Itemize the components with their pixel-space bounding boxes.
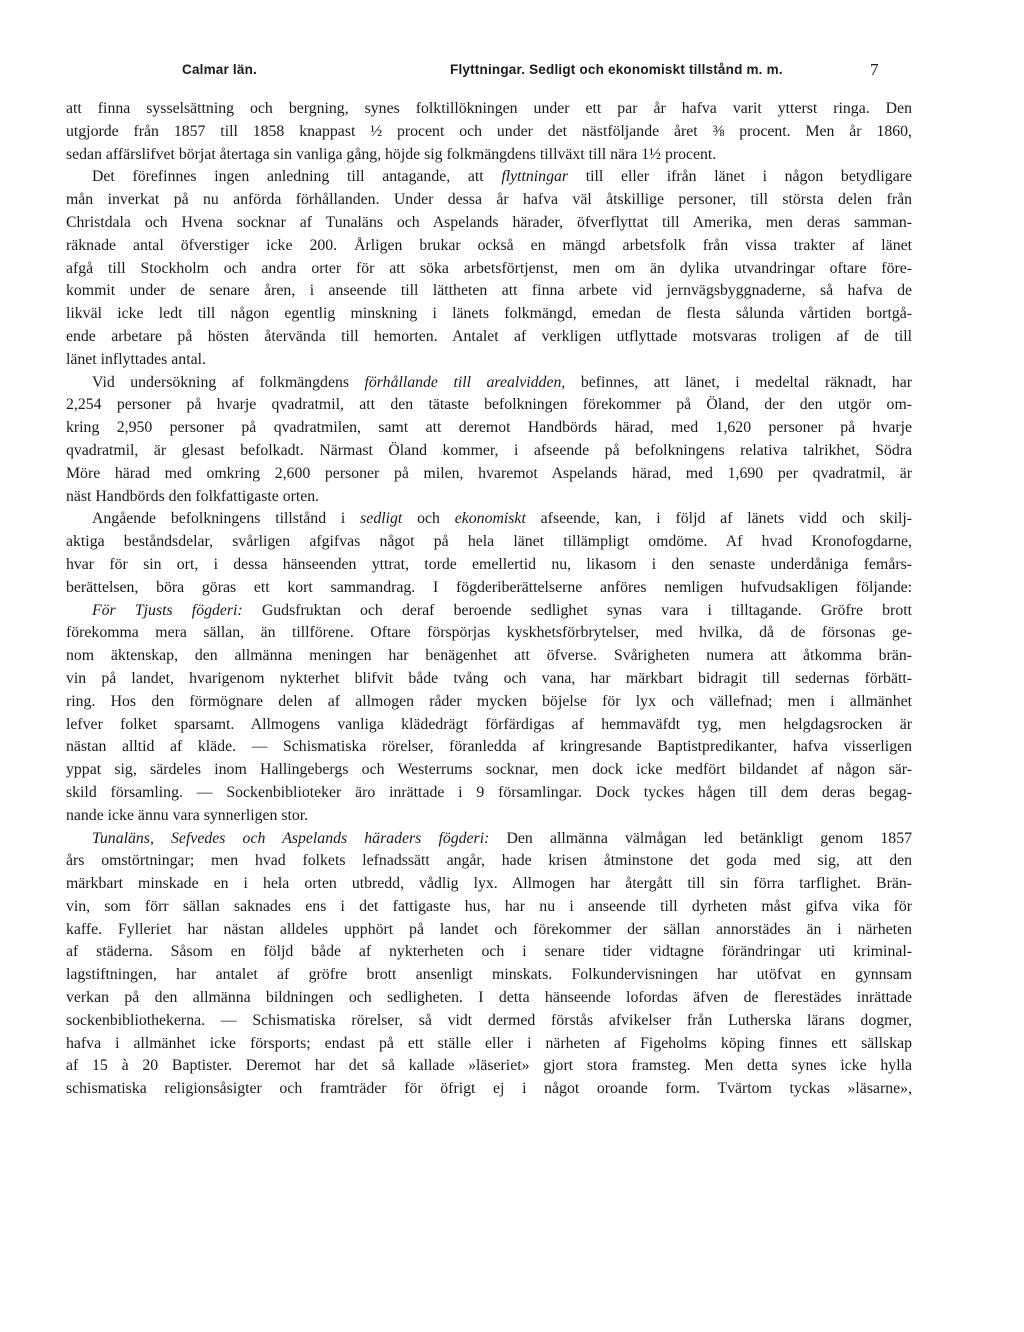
text-line (66, 782, 912, 805)
text-run: afgå till Stockholm och andra orter för att söka arbetsförtjenst, men om än dylika utvandringar oftare före- (66, 259, 912, 277)
text-line (66, 372, 912, 395)
italic-phrase: ekonomiskt (454, 510, 526, 528)
page-number: 7 (870, 60, 879, 79)
text-run: skild församling. — Sockenbiblioteker äro inrättade i 9 församlingar. Dock tyckes hågen till dem deras begag- (66, 783, 912, 801)
italic-phrase: För Tjusts fögderi: (92, 601, 243, 619)
text-line (66, 554, 912, 577)
text-line (66, 1033, 912, 1056)
text-line (66, 1010, 912, 1033)
text-run: kring 2,950 personer på qvadratmilen, samt att deremot Handbörds härad, med 1,620 personer på hvarje (66, 419, 912, 437)
text-run: vin på landet, hvarigenom nykterhet blifvit både tvång och vana, har märkbart bidragit till sedernas förbätt- (66, 669, 912, 687)
text-line (66, 166, 912, 189)
text-run: mån inverkat på nu anförda förhållanden. Under dessa år hafva väl åtskillige personer, till största delen från (66, 191, 912, 209)
text-run: räknade antal öfverstiger icke 200. Årligen brukar också en mängd arbetsfolk från vissa trakter af länet (66, 236, 912, 254)
text-line (66, 736, 912, 759)
text-line (66, 941, 912, 964)
text-line (66, 349, 912, 372)
text-run: hafva i allmänhet icke försports; endast på ett ställe eller i närheten af Figeholms köping finnes ett sällskap (66, 1034, 912, 1052)
text-line (66, 326, 912, 349)
italic-phrase: Tunaläns, Sefvedes och Aspelands häraders fögderi: (92, 829, 490, 847)
text-run: ende arbetare på hösten återvända till hemorten. Antalet af verkligen utflyttade motsvaras troligen af de till (66, 327, 912, 345)
text-line (66, 1055, 912, 1078)
text-run: yppat sig, särdeles inom Hallingebergs och Westerrums socknar, men dock icke medfört bildandet af någon sär- (66, 761, 912, 779)
text-run: aktiga beståndsdelar, svårligen afgifvas något på hela länet tillämpligt omdöme. Af hvad Kronofogdarne, (66, 533, 912, 551)
text-line (66, 463, 912, 486)
text-line (66, 668, 912, 691)
text-run: sedan affärslifvet börjat återtaga sin vanliga gång, höjde sig folkmängdens tillväxt till nära 1½ procent. (66, 145, 717, 163)
text-run: berättelsen, böra göras ett kort sammandrag. I fögderiberättelserne anföres nemligen hufvudsakligen följande: (66, 578, 912, 596)
text-run: års omstörtningar; men hvad folkets lefnadssätt angår, hade krisen åtminstone det goda med sig, att den (66, 852, 912, 870)
text-line (66, 144, 912, 167)
text-run: lagstiftningen, har antalet af gröfre brott ansenligt minskats. Folkundervisningen har utöfvat en gynnsam (66, 966, 912, 984)
text-line (66, 486, 912, 509)
text-run: Angående befolkningens tillstånd i (92, 510, 361, 528)
text-line (66, 417, 912, 440)
text-line (66, 805, 912, 828)
text-line (66, 600, 912, 623)
text-run: af städerna. Såsom en följd både af nykterheten och i senare tider vidtagne förändringar uti kriminal- (66, 943, 912, 961)
text-line (66, 873, 912, 896)
text-run: afseende, kan, i följd af länets vidd och skilj- (525, 510, 912, 528)
text-line (66, 121, 912, 144)
text-line (66, 531, 912, 554)
text-run: Det förefinnes ingen anledning till antagande, att (92, 168, 502, 186)
text-line (66, 258, 912, 281)
text-line (66, 212, 912, 235)
italic-phrase: flyttningar (501, 168, 569, 186)
text-run: sockenbibliothekerna. — Schismatiska rörelser, så vidt dermed förstås afvikelser från Lutherska lärans dogmer, (66, 1011, 912, 1029)
text-run: till eller ifrån länet i någon betydligare (568, 168, 912, 186)
text-run: Vid undersökning af folkmängdens (92, 373, 365, 391)
header-section-title: Flyttningar. Sedligt och ekonomiskt tillstånd m. m. (450, 62, 783, 77)
text-line (66, 964, 912, 987)
text-line (66, 896, 912, 919)
text-run: utgjorde från 1857 till 1858 knappast ½ procent och under det nästföljande året ⅜ procent. Men år 1860, (66, 122, 912, 140)
text-line (66, 235, 912, 258)
text-run: lefver folket sparsamt. Allmogens vanliga klädedrägt förfärdigas af hemmaväfdt tyg, men helgdagsrocken är (66, 715, 912, 733)
text-line (66, 987, 912, 1010)
text-run: nom äktenskap, den allmänna meningen har benägenhet att öfverse. Svårigheten numera att åtkomma brän- (66, 647, 912, 665)
text-run: Gudsfruktan och deraf beroende sedlighet synas vara i tilltagande. Gröfre brott (242, 601, 912, 619)
text-run: kaffe. Fylleriet har nästan alldeles upphört på landet och förekommer der sällan annorstädes än i närheten (66, 920, 912, 938)
header-county: Calmar län. (182, 62, 257, 77)
text-run: verkan på den allmänna bildningen och sedligheten. I detta hänseende lofordas äfven de flerestädes inrättade (66, 989, 912, 1007)
text-run: näst Handbörds den folkfattigaste orten. (66, 487, 320, 505)
text-line (66, 828, 912, 851)
text-run: 2,254 personer på hvarje qvadratmil, att den tätaste befolkningen förekommer på Öland, der den utgör om- (66, 396, 912, 414)
text-line (66, 919, 912, 942)
text-line (66, 577, 912, 600)
text-line (66, 508, 912, 531)
text-line (66, 645, 912, 668)
text-line (66, 850, 912, 873)
text-run: qvadratmil, är glesast befolkadt. Närmast Öland kommer, i afseende på befolkningens relativa talrikhet, Södra (66, 441, 912, 459)
text-line (66, 1078, 912, 1101)
text-line (66, 189, 912, 212)
text-run: likväl icke ledt till någon egentlig minskning i länets folkmängd, emedan de flesta sålunda vårtiden bortgå- (66, 305, 912, 323)
running-header (0, 62, 1024, 86)
text-run: Christdala och Hvena socknar af Tunaläns och Aspelands härader, öfverflyttat till Amerika, men deras samman- (66, 213, 912, 231)
text-run: kommit under de senare åren, i anseende till lättheten att finna arbete vid jernvägsbyggnaderne, så hafva de (66, 282, 912, 300)
italic-phrase: förhållande till arealvidden, (364, 373, 566, 391)
text-line (66, 98, 912, 121)
text-run: Möre härad med omkring 2,600 personer på milen, hvaremot Aspelands härad, med 1,690 per qvadratmil, är (66, 464, 912, 482)
text-run: ring. Hos den förmögnare delen af allmogen råder mycken böjelse för lyx och vällefnad; men i allmänhet (66, 692, 912, 710)
text-line (66, 394, 912, 417)
text-run: förekomma mera sällan, än tillförene. Oftare förspörjas kyskhetsförbrytelser, med hvilka, då de försonas ge- (66, 624, 912, 642)
text-run: schismatiska religionsåsigter och framträder för öfrigt ej i något oroande form. Tvärtom tyckas »läsarne», (66, 1080, 912, 1098)
text-line (66, 691, 912, 714)
text-line (66, 759, 912, 782)
text-run: vin, som förr sällan saknades ens i det fattigaste hus, har nu i anseende till dyrheten måst gifva vika för (66, 897, 912, 915)
text-run: af 15 à 20 Baptister. Deremot har det så kallade »läseriet» gjort stora framsteg. Men detta synes icke hylla (66, 1057, 912, 1075)
text-run: befinnes, att länet, i medeltal räknadt, har (565, 373, 912, 391)
text-line (66, 280, 912, 303)
text-run: märkbart minskade en i hela orten utbredd, vådlig lyx. Allmogen har återgått till sin förra tarflighet. Brän- (66, 875, 912, 893)
body-text (66, 98, 912, 1101)
text-run: Den allmänna välmågan led betänkligt genom 1857 (489, 829, 912, 847)
text-line (66, 622, 912, 645)
text-run: nande icke ännu vara synnerligen stor. (66, 806, 309, 824)
text-run: nästan alltid af kläde. — Schismatiska rörelser, föranledda af kringresande Baptistpredikanter, hafva visserligen (66, 738, 912, 756)
text-line (66, 714, 912, 737)
italic-phrase: sedligt (360, 510, 403, 528)
text-line (66, 440, 912, 463)
text-run: hvar för sin ort, i dessa hänseenden yttrat, torde emellertid nu, likasom i den senaste underdåniga femårs- (66, 555, 912, 573)
text-run: och (402, 510, 455, 528)
text-run: att finna sysselsättning och bergning, synes folktillökningen under ett par år hafva varit ytterst ringa. Den (66, 100, 912, 117)
text-line (66, 303, 912, 326)
text-run: länet inflyttades antal. (66, 350, 206, 368)
